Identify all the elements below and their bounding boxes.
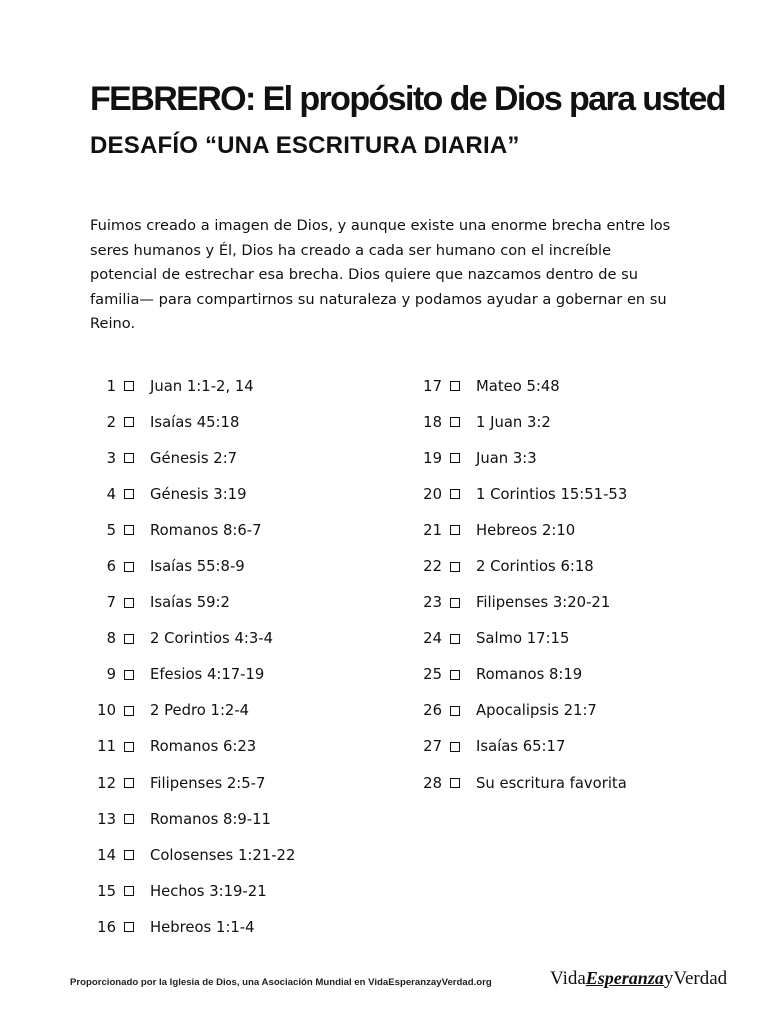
reading-reference: Isaías 45:18	[150, 413, 240, 431]
reading-checkbox[interactable]	[124, 489, 134, 499]
reading-number: 18	[423, 413, 442, 431]
reading-reference: Su escritura favorita	[476, 774, 627, 792]
reading-reference: Hebreos 1:1-4	[150, 918, 255, 936]
reading-number: 23	[423, 594, 442, 612]
reading-checkbox[interactable]	[450, 489, 460, 499]
reading-checkbox[interactable]	[124, 886, 134, 896]
reading-reference: Salmo 17:15	[476, 630, 570, 648]
reading-number: 11	[97, 738, 116, 756]
reading-item	[90, 512, 295, 548]
reading-reference: Apocalipsis 21:7	[476, 702, 597, 720]
reading-checkbox[interactable]	[124, 453, 134, 463]
reading-reference: Filipenses 3:20-21	[476, 594, 611, 612]
reading-reference: Isaías 55:8-9	[150, 558, 245, 576]
reading-item	[90, 765, 295, 801]
reading-reference: Juan 1:1-2, 14	[150, 377, 254, 395]
reading-reference: 2 Pedro 1:2-4	[150, 702, 250, 720]
reading-reference: Génesis 3:19	[150, 485, 247, 503]
reading-number: 24	[423, 630, 442, 648]
reading-item	[416, 512, 627, 548]
reading-reference: Colosenses 1:21-22	[150, 846, 296, 864]
page-title: FEBRERO: El propósito de Dios para usted	[90, 80, 725, 118]
reading-item	[416, 729, 627, 765]
reading-number: 19	[423, 449, 442, 467]
reading-number: 3	[106, 449, 116, 467]
reading-number: 25	[423, 666, 442, 684]
reading-item	[416, 657, 627, 693]
reading-checkbox[interactable]	[124, 850, 134, 860]
reading-number: 13	[97, 810, 116, 828]
reading-item	[416, 476, 627, 512]
reading-checkbox[interactable]	[450, 453, 460, 463]
reading-number: 20	[423, 485, 442, 503]
reading-list-left	[90, 368, 295, 946]
reading-item	[416, 404, 627, 440]
footer-attribution: Proporcionado por la Iglesia de Dios, una Asociación Mundial en VidaEsperanzayVerdad.org	[70, 977, 492, 988]
reading-number: 6	[106, 558, 116, 576]
reading-checkbox[interactable]	[124, 525, 134, 535]
reading-checkbox[interactable]	[124, 417, 134, 427]
reading-item	[90, 440, 295, 476]
reading-item	[90, 657, 295, 693]
reading-item	[90, 404, 295, 440]
reading-reference: 2 Corintios 4:3-4	[150, 630, 274, 648]
reading-reference: 1 Corintios 15:51-53	[476, 485, 628, 503]
reading-reference: Mateo 5:48	[476, 377, 560, 395]
reading-number: 21	[423, 521, 442, 539]
reading-item	[90, 585, 295, 621]
reading-checkbox[interactable]	[450, 670, 460, 680]
reading-checkbox[interactable]	[450, 417, 460, 427]
reading-checkbox[interactable]	[124, 381, 134, 391]
reading-reference: Génesis 2:7	[150, 449, 238, 467]
reading-item	[416, 585, 627, 621]
logo-text-esperanza: Esperanza	[585, 968, 664, 988]
reading-reference: Efesios 4:17-19	[150, 666, 265, 684]
page-subtitle: DESAFÍO “UNA ESCRITURA DIARIA”	[90, 132, 520, 159]
reading-item	[416, 765, 627, 801]
reading-checkbox[interactable]	[450, 706, 460, 716]
reading-number: 12	[97, 774, 116, 792]
reading-item	[416, 440, 627, 476]
reading-checkbox[interactable]	[450, 562, 460, 572]
reading-number: 14	[97, 846, 116, 864]
reading-checkbox[interactable]	[124, 742, 134, 752]
reading-reference: Romanos 8:19	[476, 666, 583, 684]
site-logo	[550, 968, 727, 990]
reading-item	[416, 368, 627, 404]
reading-reference: Hebreos 2:10	[476, 521, 576, 539]
intro-paragraph: Fuimos creado a imagen de Dios, y aunque existe una enorme brecha entre los seres humanos y Él, Dios ha creado a cada ser humano con el increíble potencial de estrechar esa brecha. Dios quiere que nazcamos dentro de su familia— para compartirnos su naturaleza y podamos ayudar a gobernar en su Reino.	[90, 217, 671, 332]
reading-checkbox[interactable]	[450, 634, 460, 644]
reading-reference: Isaías 59:2	[150, 594, 230, 612]
reading-item	[90, 548, 295, 584]
reading-number: 7	[106, 594, 116, 612]
reading-number: 8	[106, 630, 116, 648]
reading-item	[90, 801, 295, 837]
reading-reference: Romanos 8:9-11	[150, 810, 271, 828]
reading-list-right	[416, 368, 627, 801]
reading-reference: Romanos 6:23	[150, 738, 257, 756]
reading-reference: Romanos 8:6-7	[150, 521, 262, 539]
reading-number: 28	[423, 774, 442, 792]
reading-item	[90, 368, 295, 404]
reading-checkbox[interactable]	[450, 525, 460, 535]
reading-item	[90, 621, 295, 657]
reading-checkbox[interactable]	[450, 778, 460, 788]
reading-item	[90, 873, 295, 909]
reading-number: 15	[97, 882, 116, 900]
logo-text-vida: Vida	[550, 968, 586, 989]
reading-number: 16	[97, 918, 116, 936]
reading-number: 1	[106, 377, 116, 395]
logo-text-verdad: yVerdad	[663, 968, 728, 989]
reading-reference: Isaías 65:17	[476, 738, 566, 756]
reading-reference: Filipenses 2:5-7	[150, 774, 266, 792]
reading-checkbox[interactable]	[124, 814, 134, 824]
reading-checkbox[interactable]	[450, 598, 460, 608]
reading-number: 26	[423, 702, 442, 720]
reading-number: 4	[106, 485, 116, 503]
reading-checkbox[interactable]	[124, 598, 134, 608]
reading-checkbox[interactable]	[124, 634, 134, 644]
reading-checkbox[interactable]	[124, 670, 134, 680]
reading-item	[90, 693, 295, 729]
reading-number: 22	[423, 558, 442, 576]
reading-checkbox[interactable]	[450, 381, 460, 391]
reading-reference: Hechos 3:19-21	[150, 882, 267, 900]
reading-item	[416, 621, 627, 657]
reading-number: 9	[106, 666, 116, 684]
reading-item	[90, 729, 295, 765]
reading-number: 27	[423, 738, 442, 756]
reading-checkbox[interactable]	[124, 706, 134, 716]
reading-reference: 1 Juan 3:2	[476, 413, 551, 431]
reading-reference: 2 Corintios 6:18	[476, 558, 594, 576]
reading-number: 17	[423, 377, 442, 395]
reading-item	[416, 693, 627, 729]
reading-checkbox[interactable]	[124, 778, 134, 788]
reading-checkbox[interactable]	[124, 562, 134, 572]
reading-reference: Juan 3:3	[476, 449, 537, 467]
reading-item	[90, 476, 295, 512]
reading-number: 5	[106, 521, 116, 539]
reading-item	[90, 837, 295, 873]
reading-number: 2	[106, 413, 116, 431]
reading-checkbox[interactable]	[450, 742, 460, 752]
reading-item	[416, 548, 627, 584]
reading-checkbox[interactable]	[124, 922, 134, 932]
reading-item	[90, 909, 295, 945]
reading-number: 10	[97, 702, 116, 720]
